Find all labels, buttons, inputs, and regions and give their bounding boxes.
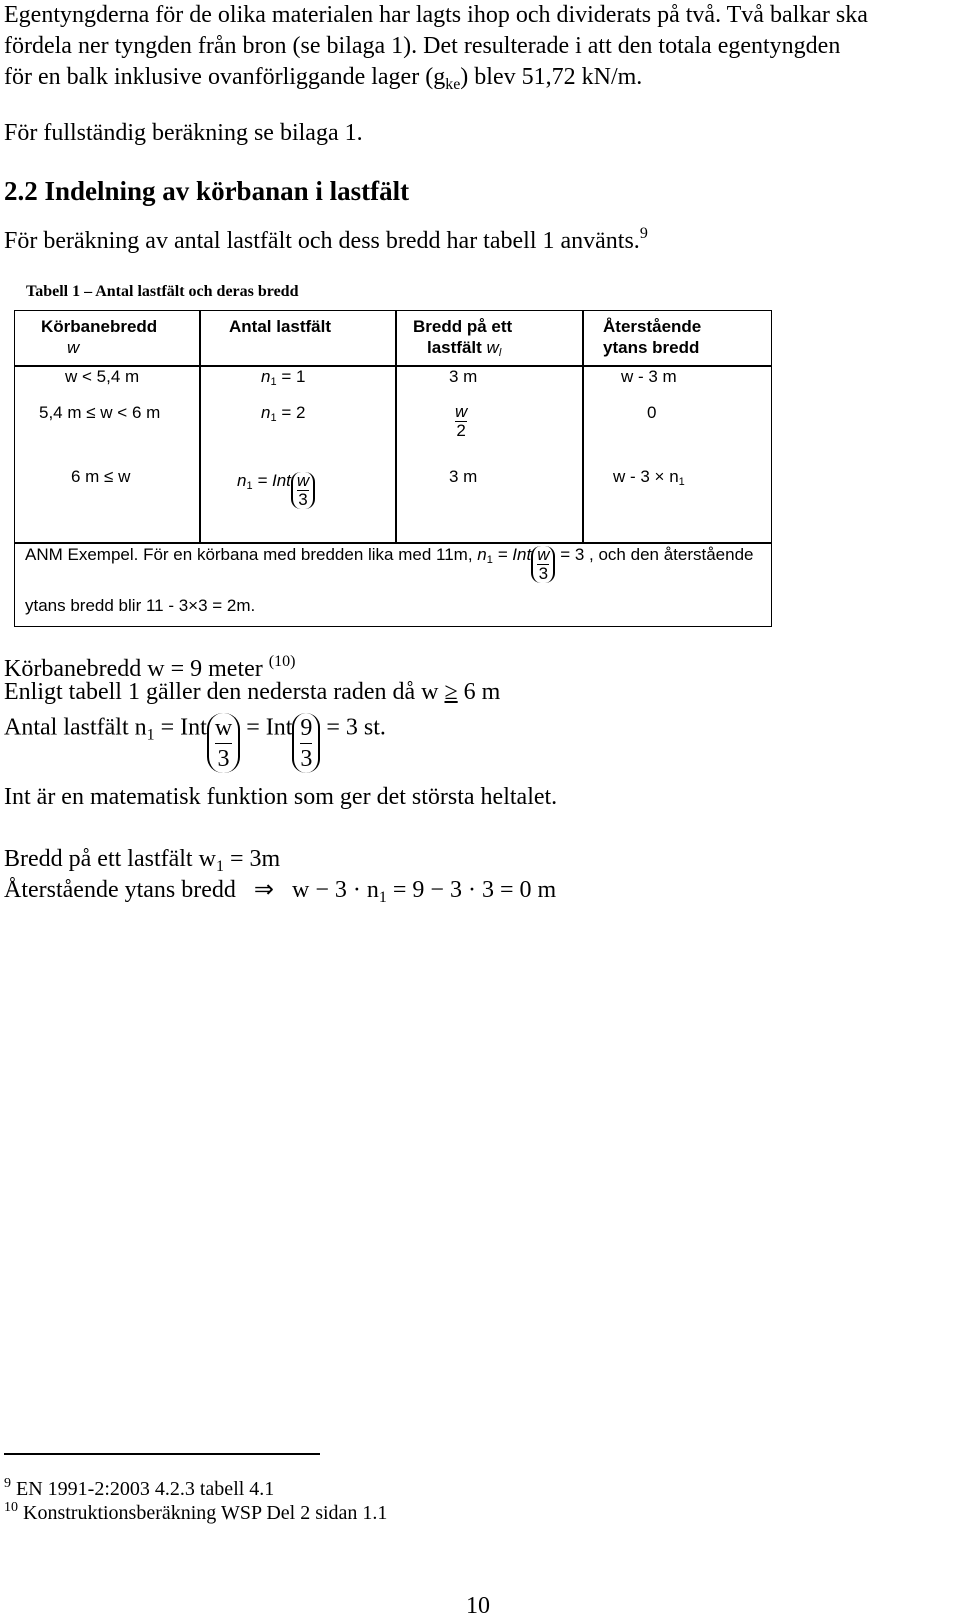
calc-int-1: = Int: [160, 714, 207, 741]
row3-remaining-expr: w - 3 × n: [613, 467, 679, 486]
row2-remaining: 0: [647, 403, 657, 422]
calc-parenthesis-2: [292, 713, 320, 773]
calc-remaining-label: Återstående ytans bredd: [4, 877, 236, 903]
note-line-1-post: = 3 , och den återstående: [560, 545, 754, 564]
note-fraction: [537, 546, 549, 583]
intro-line-2: fördela ner tyngden från bron (se bilaga 1). Det resulterade i att den totala egentyngden: [4, 33, 841, 59]
calc-fraction-2: [300, 713, 312, 774]
calc-lane-width-subscript: 1: [215, 858, 224, 875]
row2-lanes: [261, 403, 305, 424]
row2-lanes-value: = 2: [276, 403, 306, 422]
intro-line-3: [4, 62, 642, 100]
intro-line-3-post: ) blev 51,72 kN/m.: [460, 64, 643, 90]
calc-remaining-expr: w − 3 · n: [292, 877, 379, 903]
calc-remaining-result: = 9 − 3 · 3 = 0 m: [392, 877, 557, 903]
calc-lane-count: [4, 713, 386, 773]
calc-int-definition: Int är en matematisk funktion som ger det största heltalet.: [4, 784, 558, 810]
fraction-denominator: 3: [538, 563, 549, 583]
section-heading: 2.2 Indelning av körbanan i lastfält: [4, 176, 410, 206]
row2-lanes-subscript: 1: [270, 412, 277, 424]
table-divider: [582, 311, 584, 544]
lane-table: [14, 310, 772, 627]
row3-lane-width: 3 m: [449, 467, 478, 486]
fraction-numerator: w: [537, 545, 550, 564]
table-divider: [395, 311, 397, 544]
row1-width: w < 5,4 m: [65, 367, 140, 386]
note-int: = Int: [497, 545, 532, 564]
header-lane-width-line2: [427, 338, 501, 359]
intro-line-1: Egentyngderna för de olika materialen har lagts ihop och dividerats på två. Två balkar ska: [4, 2, 868, 28]
footnote-9: [4, 1476, 274, 1501]
implies-arrow-icon: ⇒: [253, 877, 275, 903]
fraction-denominator: 2: [456, 420, 466, 440]
row3-lanes-parenthesis: [291, 472, 315, 509]
fraction-denominator: 3: [300, 745, 313, 772]
calc-lane-count-subscript: 1: [146, 726, 155, 744]
section-text-body: För beräkning av antal lastfält och dess bredd har tabell 1 använts.: [4, 228, 640, 254]
calc-lane-width-label: Bredd på ett lastfält w: [4, 846, 216, 872]
row2-width: 5,4 m ≤ w < 6 m: [39, 403, 161, 422]
header-remaining-width-line2: ytans bredd: [603, 338, 700, 357]
footnote-10-text: Konstruktionsberäkning WSP Del 2 sidan 1.1: [23, 1502, 388, 1524]
fraction-denominator: 3: [298, 489, 308, 509]
row3-lanes-symbol: n: [237, 471, 247, 490]
calc-fraction-1: [215, 713, 232, 774]
footnote-ref-10: (10): [268, 653, 296, 670]
footnote-10-number: 10: [4, 1500, 18, 1515]
note-parenthesis: [531, 546, 555, 583]
note-n-symbol: n: [477, 545, 487, 564]
table-note-line-1: [25, 545, 754, 583]
calc-remaining-width: [4, 875, 556, 913]
calc-parenthesis-1: [207, 713, 240, 773]
row3-lanes-subscript: 1: [246, 480, 253, 492]
header-remaining-width: Återstående: [603, 317, 702, 336]
header-lane-width-label: lastfält: [427, 338, 482, 357]
intro-line-3-subscript: ke: [445, 76, 461, 93]
row1-lane-width: 3 m: [449, 367, 478, 386]
note-n-subscript: 1: [486, 554, 493, 566]
row3-remaining-subscript: 1: [678, 476, 685, 488]
row2-lanes-symbol: n: [261, 403, 271, 422]
header-lane-count: Antal lastfält: [229, 317, 332, 336]
calc-table-row: [4, 677, 500, 708]
note-line-1-text: ANM Exempel. För en körbana med bredden lika med 11m,: [25, 545, 473, 564]
row2-lane-width: [455, 403, 467, 440]
footnote-separator: [4, 1453, 320, 1455]
row3-lanes-int: = Int: [252, 471, 291, 490]
calc-int-2: = Int: [246, 714, 293, 741]
fraction-numerator: w: [455, 402, 468, 421]
section-text: [4, 218, 648, 257]
table-caption: Tabell 1 – Antal lastfält och deras bredd: [26, 283, 299, 300]
row3-width: 6 m ≤ w: [71, 467, 131, 486]
row1-lanes-value: = 1: [276, 367, 306, 386]
intro-line-3-pre: för en balk inklusive ovanförliggande lager (g: [4, 64, 446, 90]
fraction-numerator: 9: [300, 714, 313, 741]
header-road-width-symbol: w: [67, 338, 80, 357]
calc-lane-count-label: Antal lastfält n: [4, 714, 147, 741]
calc-lane-count-result: = 3 st.: [326, 714, 386, 741]
footnote-ref-9: 9: [639, 225, 648, 242]
row3-lanes-fraction: [297, 472, 309, 509]
calc-lane-width-value: = 3m: [229, 846, 281, 872]
calc-table-row-text: Enligt tabell 1 gäller den nedersta raden då w: [4, 679, 439, 705]
footnote-9-number: 9: [4, 1476, 11, 1491]
header-lane-width: Bredd på ett: [413, 317, 513, 336]
row3-lanes: [237, 471, 315, 509]
intro-line-4: För fullständig beräkning se bilaga 1.: [4, 120, 363, 146]
header-road-width: Körbanebredd: [41, 317, 158, 336]
calc-ge-symbol: ≥: [444, 679, 458, 705]
table-note-line-2: ytans bredd blir 11 - 3×3 = 2m.: [25, 596, 256, 615]
page-number: 10: [466, 1593, 490, 1619]
fraction-numerator: w: [214, 714, 233, 741]
calc-remaining-subscript: 1: [378, 889, 387, 906]
footnote-10: [4, 1500, 387, 1525]
row1-remaining: w - 3 m: [621, 367, 677, 386]
table-divider: [15, 542, 771, 544]
footnote-9-text: EN 1991-2:2003 4.2.3 tabell 4.1: [16, 1478, 275, 1500]
fraction-numerator: w: [296, 471, 310, 490]
row1-lanes-subscript: 1: [270, 376, 277, 388]
header-lane-width-subscript: l: [498, 347, 502, 359]
calc-road-width-text: Körbanebredd w = 9 meter: [4, 656, 263, 682]
fraction-denominator: 3: [217, 745, 230, 772]
row2-lane-width-fraction: [455, 403, 467, 440]
row1-lanes-symbol: n: [261, 367, 271, 386]
row1-lanes: [261, 367, 305, 388]
header-lane-width-symbol: w: [486, 338, 499, 357]
table-divider: [199, 311, 201, 544]
row3-remaining: [613, 467, 685, 488]
calc-table-row-value: 6 m: [463, 679, 501, 705]
